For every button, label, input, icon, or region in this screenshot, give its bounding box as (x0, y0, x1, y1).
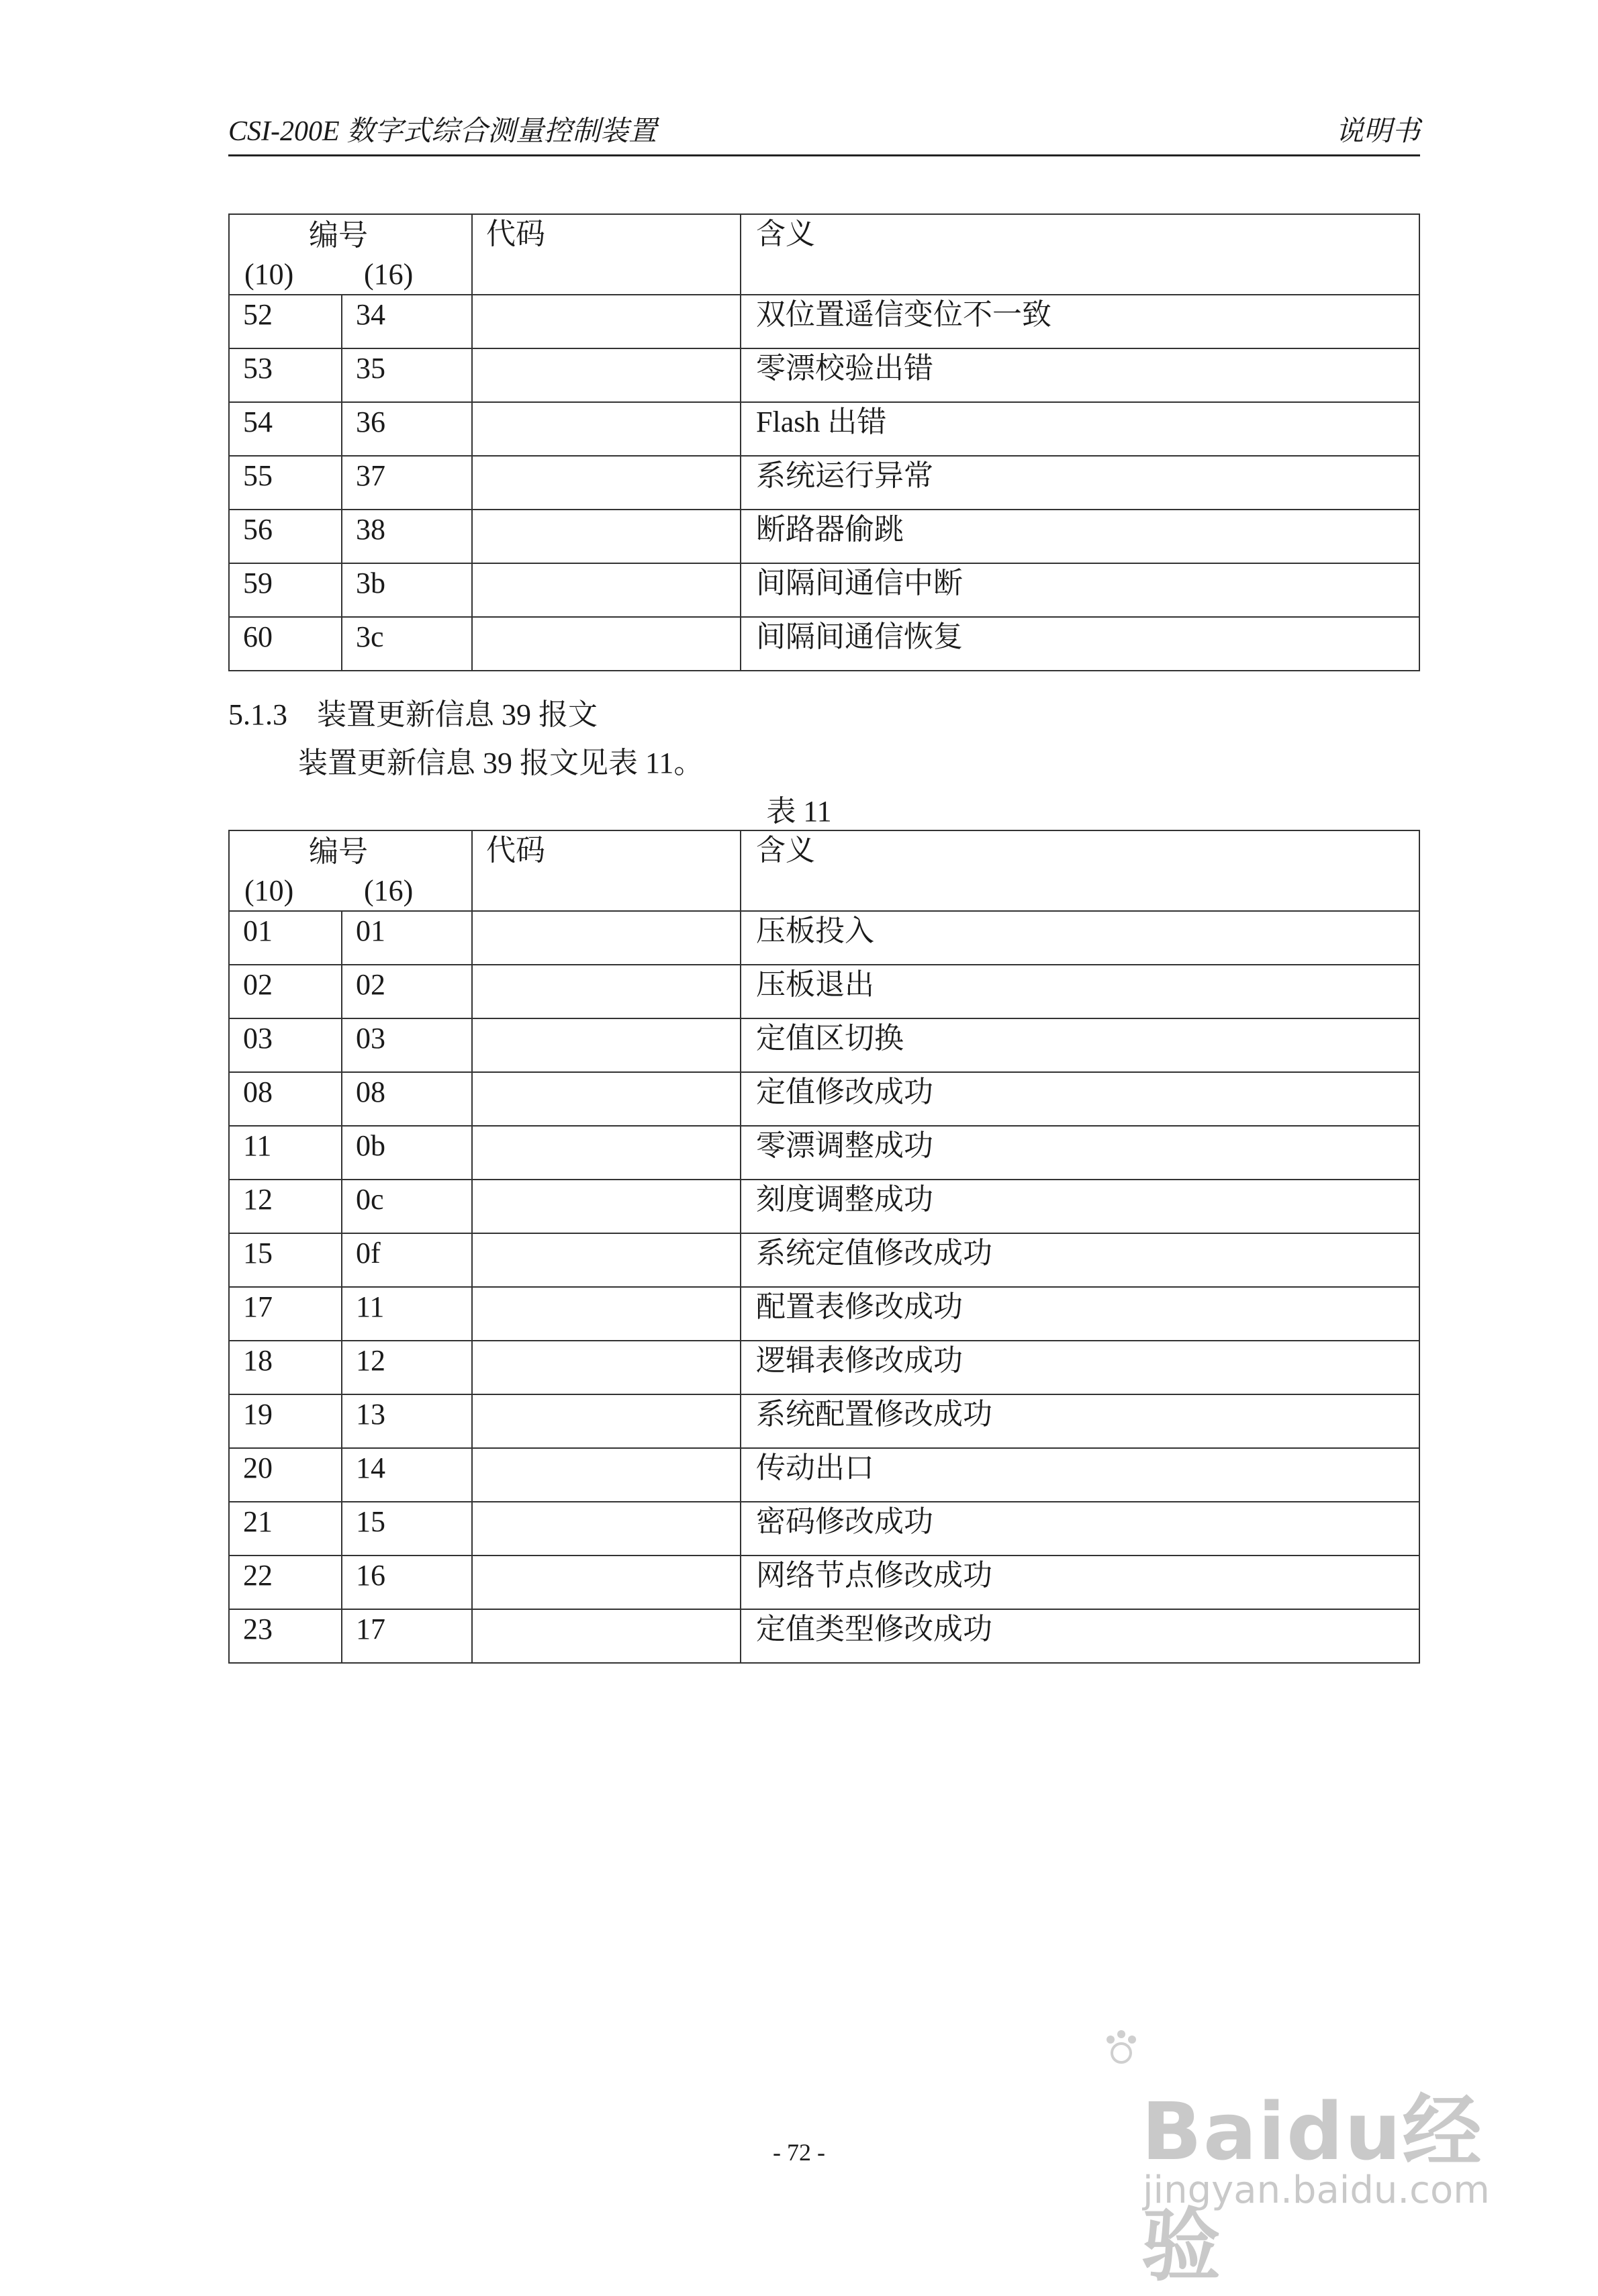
hex-cell: 0b (342, 1126, 472, 1180)
hex-cell: 15 (342, 1502, 472, 1556)
code-cell (472, 1233, 741, 1287)
table-row (229, 1502, 1419, 1556)
code-cell (472, 348, 741, 402)
number-header: 编号 (309, 219, 368, 252)
table-row (229, 1448, 1419, 1502)
page-number: - 72 - (773, 2139, 825, 2166)
meaning-cell: Flash 出错 (741, 402, 1419, 456)
meaning-cell: 网络节点修改成功 (741, 1556, 1419, 1609)
table-row (229, 911, 1419, 965)
code-table-11 (228, 830, 1420, 1664)
code-cell (472, 1556, 741, 1609)
number-header-cell (229, 830, 472, 911)
hex-cell: 3c (342, 617, 472, 671)
decimal-cell: 02 (229, 965, 342, 1018)
code-cell (472, 1341, 741, 1394)
hex-cell: 37 (342, 456, 472, 510)
decimal-cell: 12 (229, 1180, 342, 1233)
code-cell (472, 1072, 741, 1126)
table-row (229, 1233, 1419, 1287)
code-cell (472, 402, 741, 456)
hex-header: (16) (364, 874, 414, 907)
meaning-cell: 双位置遥信变位不一致 (741, 295, 1419, 348)
hex-cell: 03 (342, 1018, 472, 1072)
code-cell (472, 911, 741, 965)
meaning-cell: 间隔间通信恢复 (741, 617, 1419, 671)
section-heading: 5.1.3 装置更新信息 39 报文 (228, 698, 598, 731)
table-row (229, 965, 1419, 1018)
code-header: 代码 (472, 214, 741, 295)
baidu-jingyan-watermark (1101, 2027, 1517, 2292)
table-row (229, 617, 1419, 671)
decimal-cell: 22 (229, 1556, 342, 1609)
code-cell (472, 617, 741, 671)
meaning-cell: 间隔间通信中断 (741, 563, 1419, 617)
paw-logo-icon (1101, 2027, 1141, 2068)
code-cell (472, 1018, 741, 1072)
code-cell (472, 1448, 741, 1502)
hex-cell: 0f (342, 1233, 472, 1287)
hex-header: (16) (364, 258, 414, 291)
table-row (229, 295, 1419, 348)
hex-cell: 11 (342, 1287, 472, 1341)
meaning-cell: 定值修改成功 (741, 1072, 1419, 1126)
table-row (229, 1126, 1419, 1180)
table-row (229, 510, 1419, 563)
number-header-cell (229, 214, 472, 295)
meaning-header: 含义 (741, 830, 1419, 911)
decimal-cell: 23 (229, 1609, 342, 1663)
hex-cell: 14 (342, 1448, 472, 1502)
decimal-cell: 59 (229, 563, 342, 617)
code-cell (472, 1394, 741, 1448)
decimal-header: (10) (244, 258, 294, 291)
meaning-cell: 断路器偷跳 (741, 510, 1419, 563)
decimal-cell: 19 (229, 1394, 342, 1448)
decimal-cell: 60 (229, 617, 342, 671)
table-row (229, 1287, 1419, 1341)
document-type: 说明书 (1335, 116, 1420, 147)
decimal-header: (10) (244, 874, 294, 907)
meaning-cell: 压板投入 (741, 911, 1419, 965)
table-header-row (229, 214, 1419, 295)
hex-cell: 34 (342, 295, 472, 348)
meaning-cell: 系统定值修改成功 (741, 1233, 1419, 1287)
meaning-cell: 压板退出 (741, 965, 1419, 1018)
table-row (229, 456, 1419, 510)
table-row (229, 1556, 1419, 1609)
meaning-cell: 传动出口 (741, 1448, 1419, 1502)
table-row (229, 348, 1419, 402)
decimal-cell: 21 (229, 1502, 342, 1556)
hex-cell: 3b (342, 563, 472, 617)
code-cell (472, 563, 741, 617)
hex-cell: 17 (342, 1609, 472, 1663)
hex-cell: 36 (342, 402, 472, 456)
table-row (229, 1609, 1419, 1663)
meaning-cell: 逻辑表修改成功 (741, 1341, 1419, 1394)
code-table-continued (228, 213, 1420, 671)
hex-cell: 13 (342, 1394, 472, 1448)
decimal-cell: 17 (229, 1287, 342, 1341)
code-cell (472, 1502, 741, 1556)
decimal-cell: 01 (229, 911, 342, 965)
meaning-cell: 定值类型修改成功 (741, 1609, 1419, 1663)
table-row (229, 1394, 1419, 1448)
hex-cell: 12 (342, 1341, 472, 1394)
meaning-cell: 零漂校验出错 (741, 348, 1419, 402)
watermark-url: jingyan.baidu.com (1143, 2168, 1490, 2212)
table-row (229, 1072, 1419, 1126)
hex-cell: 01 (342, 911, 472, 965)
page-header (228, 113, 1420, 156)
meaning-cell: 系统运行异常 (741, 456, 1419, 510)
hex-cell: 0c (342, 1180, 472, 1233)
section-text: 装置更新信息 39 报文见表 11。 (298, 747, 704, 779)
meaning-cell: 零漂调整成功 (741, 1126, 1419, 1180)
code-cell (472, 295, 741, 348)
table-header-row (229, 830, 1419, 911)
table-caption: 表 11 (766, 795, 832, 828)
decimal-cell: 03 (229, 1018, 342, 1072)
number-header: 编号 (309, 835, 368, 868)
hex-cell: 38 (342, 510, 472, 563)
hex-cell: 35 (342, 348, 472, 402)
code-cell (472, 510, 741, 563)
code-cell (472, 1609, 741, 1663)
meaning-cell: 刻度调整成功 (741, 1180, 1419, 1233)
decimal-cell: 55 (229, 456, 342, 510)
decimal-cell: 52 (229, 295, 342, 348)
hex-cell: 16 (342, 1556, 472, 1609)
watermark-brand: Baidu经验 (1141, 2085, 1483, 2292)
code-cell (472, 1180, 741, 1233)
decimal-cell: 53 (229, 348, 342, 402)
decimal-cell: 56 (229, 510, 342, 563)
decimal-cell: 20 (229, 1448, 342, 1502)
code-cell (472, 1126, 741, 1180)
document-title: CSI-200E 数字式综合测量控制装置 (228, 116, 657, 147)
meaning-cell: 系统配置修改成功 (741, 1394, 1419, 1448)
table-row (229, 1180, 1419, 1233)
hex-cell: 02 (342, 965, 472, 1018)
code-cell (472, 456, 741, 510)
meaning-cell: 定值区切换 (741, 1018, 1419, 1072)
code-cell (472, 1287, 741, 1341)
decimal-cell: 15 (229, 1233, 342, 1287)
table-row (229, 402, 1419, 456)
decimal-cell: 08 (229, 1072, 342, 1126)
meaning-cell: 配置表修改成功 (741, 1287, 1419, 1341)
table-row (229, 1341, 1419, 1394)
meaning-header: 含义 (741, 214, 1419, 295)
decimal-cell: 54 (229, 402, 342, 456)
meaning-cell: 密码修改成功 (741, 1502, 1419, 1556)
table-row (229, 563, 1419, 617)
code-header: 代码 (472, 830, 741, 911)
decimal-cell: 18 (229, 1341, 342, 1394)
table-row (229, 1018, 1419, 1072)
code-cell (472, 965, 741, 1018)
hex-cell: 08 (342, 1072, 472, 1126)
decimal-cell: 11 (229, 1126, 342, 1180)
